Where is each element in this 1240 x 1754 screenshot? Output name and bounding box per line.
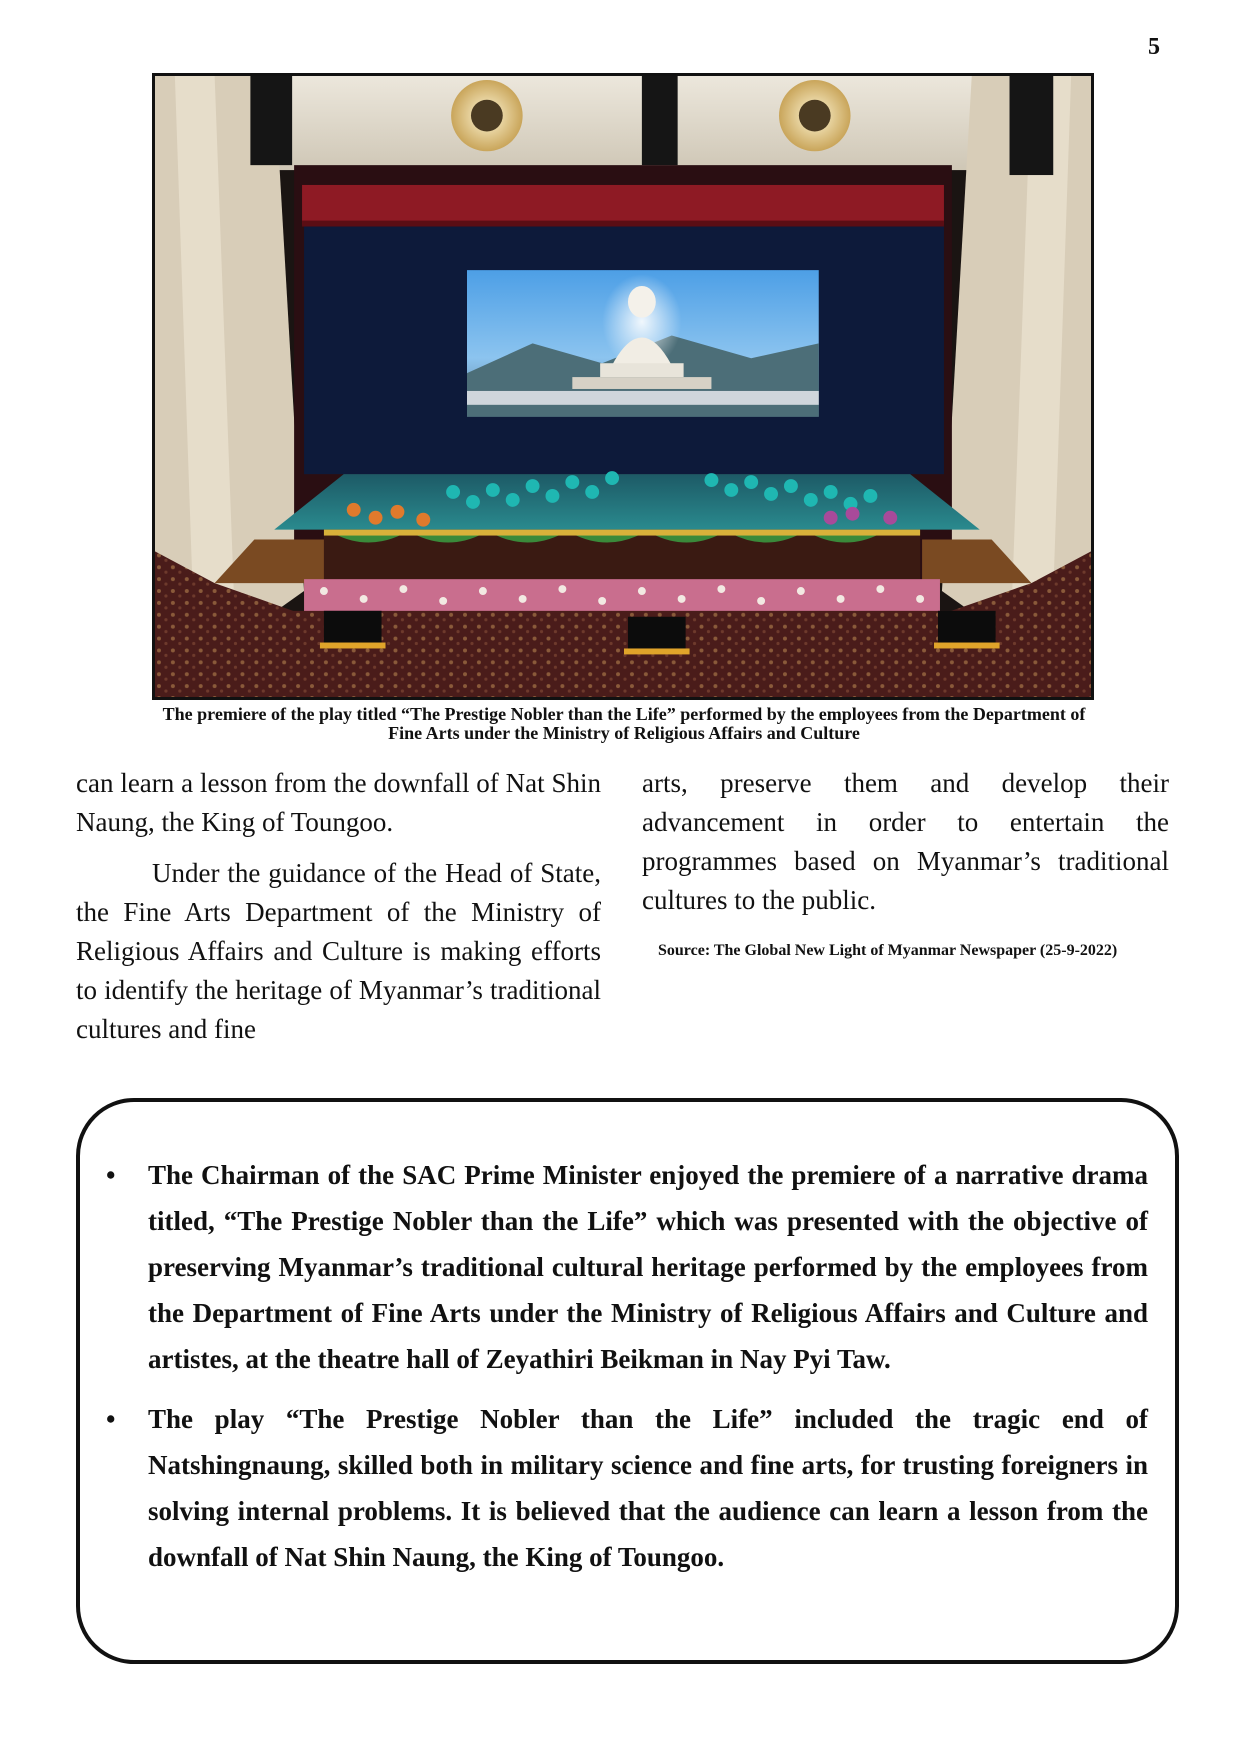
- caption-line-1: The premiere of the play titled “The Prestige Nobler than the Life” performed by the employees from the Department of: [162, 704, 1086, 724]
- bullet-icon: •: [106, 1160, 116, 1190]
- bullet-icon: •: [106, 1404, 116, 1434]
- summary-box: [76, 1098, 1179, 1664]
- article-right-column: [642, 764, 1169, 920]
- caption-line-2: Fine Arts under the Ministry of Religious Affairs and Culture: [388, 723, 860, 743]
- summary-list: [106, 1152, 1148, 1594]
- article-left-column: [76, 764, 601, 1049]
- article-paragraph: can learn a lesson from the downfall of Nat Shin Naung, the King of Toungoo.: [76, 768, 601, 837]
- theatre-stage-photo: [152, 73, 1094, 700]
- article-paragraph: Under the guidance of the Head of State, the Fine Arts Department of the Ministry of Religious Affairs and Culture is making efforts to identify the heritage of Myanmar’s traditional cultures and fine: [76, 858, 601, 1044]
- summary-bullet: [106, 1396, 1148, 1580]
- article-paragraph: arts, preserve them and develop their advancement in order to entertain the programmes based on Myanmar’s traditional cultures to the public.: [642, 768, 1169, 915]
- summary-bullet-text: The play “The Prestige Nobler than the Life” included the tragic end of Natshingnaung, skilled both in military science and fine arts, for trusting foreigners in solving internal problems. It is believed that the audience can learn a lesson from the downfall of Nat Shin Naung, the King of Toungoo.: [148, 1404, 1148, 1572]
- summary-bullet-text: The Chairman of the SAC Prime Minister enjoyed the premiere of a narrative drama titled, “The Prestige Nobler than the Life” which was presented with the objective of preserving Myanmar’s traditional cultural heritage performed by the employees from the Department of Fine Arts under the Ministry of Religious Affairs and Culture and artistes, at the theatre hall of Zeyathiri Beikman in Nay Pyi Taw.: [148, 1160, 1148, 1374]
- summary-bullet: [106, 1152, 1148, 1382]
- photo-caption: [84, 705, 1164, 743]
- source-citation: Source: The Global New Light of Myanmar Newspaper (25-9-2022): [658, 942, 1118, 959]
- page-number: 5: [1148, 34, 1160, 60]
